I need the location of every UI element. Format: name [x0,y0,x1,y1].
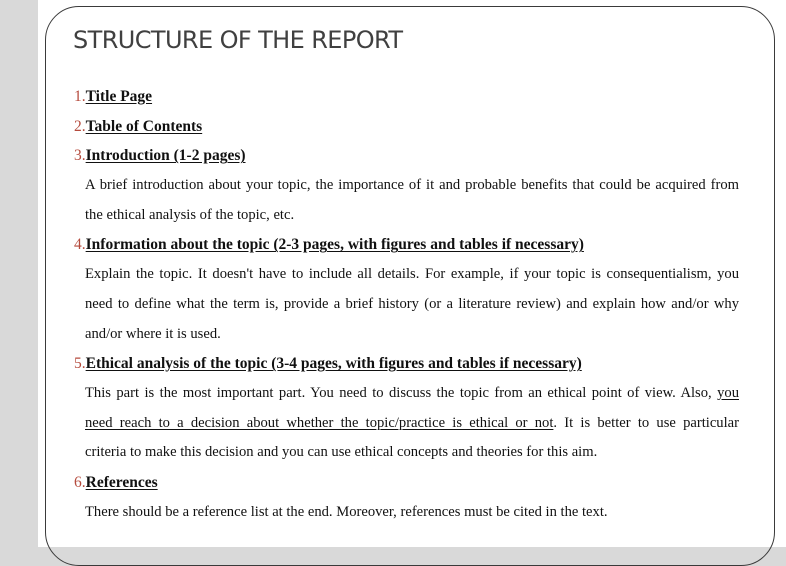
section-heading-title-page [74,82,739,112]
section-number: 6. [74,473,86,491]
section-number: 4. [74,236,86,254]
section-heading-information [74,230,739,260]
introduction-text-line-1: A brief introduction about your topic, the importance of it and probable benefits that could be acquired from [85,177,739,194]
information-text-line-1: Explain the topic. It doesn't have to include all details. For example, if your topic is consequentialism, you [85,266,739,283]
section-heading-table-of-contents [74,112,739,142]
section-title: Title Page [85,88,153,105]
ethical-analysis-text-line-1 [74,379,739,409]
section-heading-ethical-analysis [74,349,739,379]
ethical-analysis-text-underlined: need reach to a decision about whether the topic/practice is ethical or not [85,414,554,431]
ethical-analysis-text-plain: This part is the most important part. You need to discuss the topic from an ethical point of view. Also, [85,384,712,401]
ethical-analysis-text-underlined: you [717,384,739,401]
report-structure-list [74,82,739,527]
section-number: 2. [74,117,86,135]
ethical-analysis-text-line-3: criteria to make this decision and you can use ethical concepts and theories for this aim. [85,444,598,461]
ethical-analysis-text-line-2 [74,409,739,439]
references-text-line-1: There should be a reference list at the end. Moreover, references must be cited in the text. [85,503,608,520]
document-page [38,0,786,547]
section-number: 1. [74,88,86,105]
section-number: 5. [74,355,86,373]
section-title: Information about the topic (2-3 pages, with figures and tables if necessary) [85,236,584,254]
section-number: 3. [74,147,86,165]
introduction-text-line-2: the ethical analysis of the topic, etc. [85,206,295,223]
section-title: References [85,473,158,491]
section-heading-references [74,468,739,498]
page-title: STRUCTURE OF THE REPORT [73,26,403,54]
section-title: Ethical analysis of the topic (3-4 pages, with figures and tables if necessary) [85,355,582,373]
section-title: Table of Contents [85,117,203,135]
information-text-line-3: and/or where it is used. [85,325,221,342]
section-title: Introduction (1-2 pages) [85,147,246,165]
information-text-line-2: need to define what the term is, provide a brief history (or a literature review) and explain how and/or why [85,295,739,312]
section-heading-introduction [74,141,739,171]
ethical-analysis-text-plain: . It is better to use particular [553,414,739,431]
